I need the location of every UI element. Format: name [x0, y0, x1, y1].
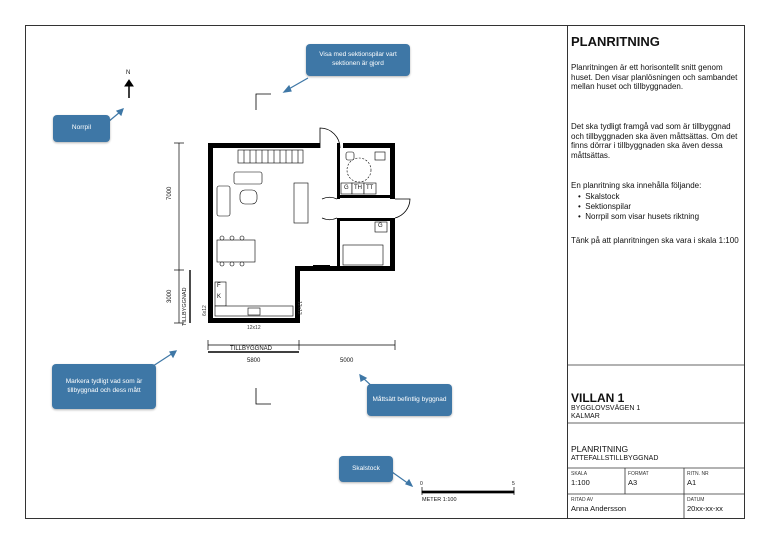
furniture — [215, 152, 387, 316]
label-g: G — [344, 185, 349, 191]
label-tt: TT — [366, 185, 374, 191]
scale-tick-5: 5 — [512, 481, 515, 487]
dim-3000: 3000 — [167, 289, 173, 303]
ritad-value: Anna Andersson — [571, 504, 627, 513]
ritn-label: RITN. NR — [687, 471, 709, 477]
drawing-type: PLANRITNING — [571, 444, 629, 454]
panel-heading: PLANRITNING — [571, 34, 660, 49]
north-arrow-icon — [125, 80, 133, 98]
label-g2: G — [378, 223, 383, 229]
dim-7000: 7000 — [167, 186, 173, 200]
datum-label: DATUM — [687, 497, 705, 503]
window-label-1: 6x12 — [202, 305, 208, 316]
skala-label: SKALA — [571, 471, 588, 477]
project-city: KALMAR — [571, 413, 600, 420]
callout-sektionspilar: Visa med sektionspilar vart sektionen är gjord — [306, 44, 410, 76]
north-label: N — [126, 70, 131, 76]
dim-5800: 5800 — [247, 358, 261, 364]
datum-value: 20xx-xx-xx — [687, 504, 723, 513]
panel-paragraph-3: En planritning ska innehålla följande: — [571, 181, 702, 190]
project-address: BYGGLOVSVÄGEN 1 — [571, 405, 641, 412]
panel-paragraph-1: Planritningen är ett horisontellt snitt genom huset. Den visar planlösningen och sambandet mellan huset och tillbyggnaden. — [571, 63, 738, 92]
tillbyggnad-horizontal-label: TILLBYGGNAD — [230, 346, 273, 352]
callout-norrpil: Norrpil — [53, 115, 110, 142]
label-f: F — [217, 283, 221, 289]
window-label-2: 12x12 — [247, 325, 261, 331]
staircase — [238, 150, 303, 163]
scale-label: METER 1:100 — [422, 497, 457, 503]
panel-paragraph-2: Det ska tydligt framgå vad som är tillbyggnad och tillbyggnaden ska även måttsättas. Om det finns dörrar i tillbyggnaden ska även dessa måttsättas. — [571, 122, 738, 160]
callout-markera-tillbyggnad: Markera tydligt vad som är tillbyggnad och dess mått — [52, 364, 156, 409]
format-label: FORMAT — [628, 471, 649, 477]
tillbyggnad-vertical-label: TILLBYGGNAD — [182, 287, 188, 326]
drawing-subtitle: ATTEFALLSTILLBYGGNAD — [571, 455, 659, 462]
scale-tick-0: 0 — [420, 481, 423, 487]
panel-paragraph-4: Tänk på att planritningen ska vara i skala 1:100 — [571, 236, 739, 245]
panel-list-item: • Sektionspilar — [578, 202, 632, 211]
skala-value: 1:100 — [571, 478, 590, 487]
ritn-value: A1 — [687, 478, 697, 487]
scale-bar — [422, 487, 514, 495]
ritad-label: RITAD AV — [571, 497, 594, 503]
label-th: TH — [354, 185, 362, 191]
callout-skalstock: Skalstock — [339, 456, 393, 482]
window-label-3: 12x12 — [296, 301, 302, 315]
callout-pointers — [108, 78, 412, 486]
project-name: VILLAN 1 — [571, 391, 625, 405]
panel-list-item: • Norrpil som visar husets riktning — [578, 212, 700, 221]
dim-5000: 5000 — [340, 358, 354, 364]
panel-list-item: • Skalstock — [578, 192, 620, 201]
label-k: K — [217, 294, 222, 300]
format-value: A3 — [628, 478, 638, 487]
callout-mattsatt: Måttsätt befintlig byggnad — [367, 384, 452, 416]
